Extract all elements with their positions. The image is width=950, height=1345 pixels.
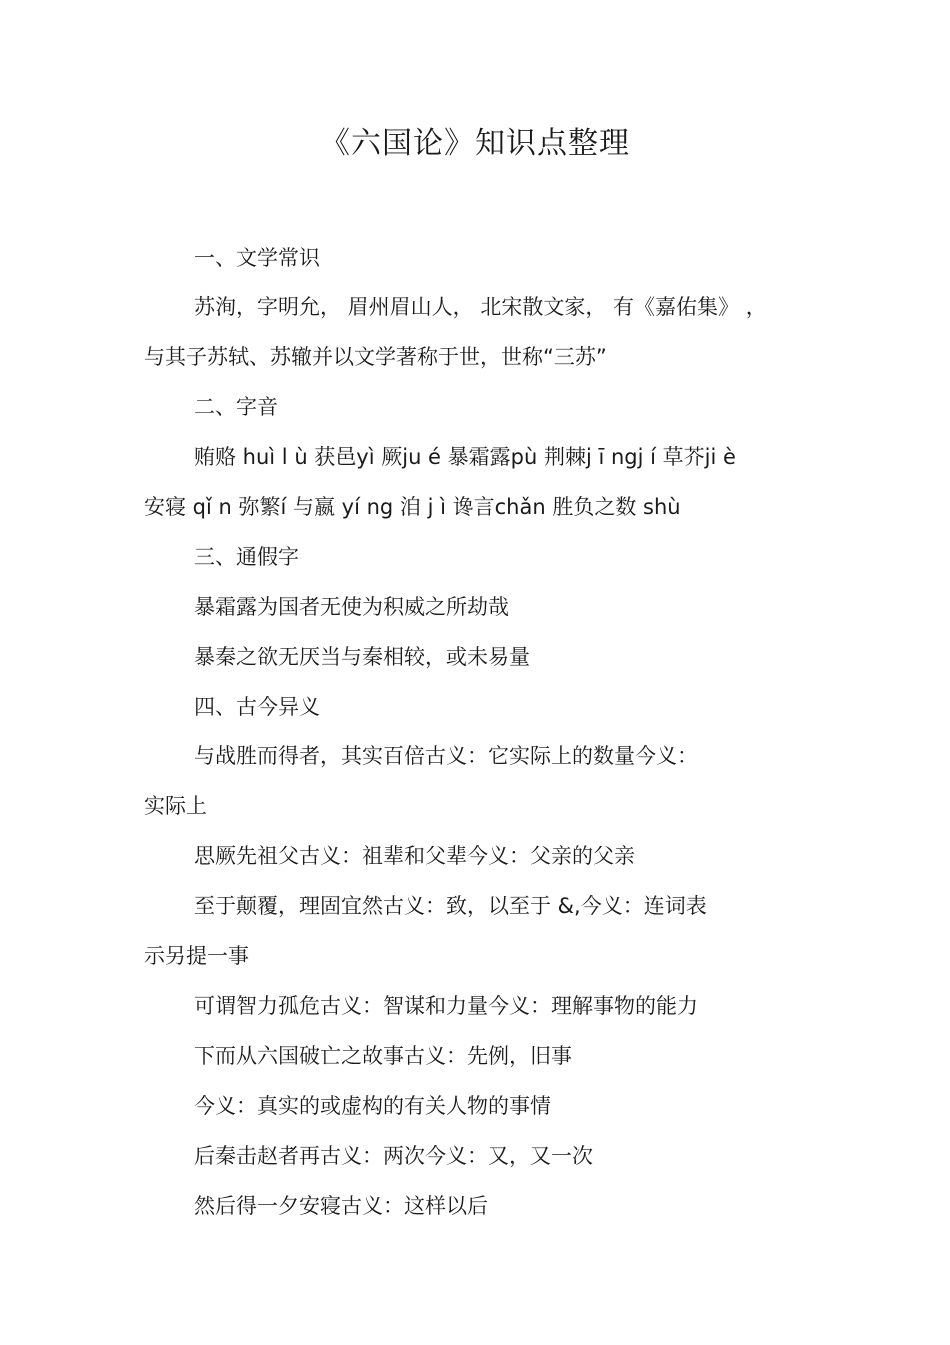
- paragraph-line: 思厥先祖父古义：祖辈和父辈今义：父亲的父亲: [194, 844, 635, 868]
- paragraph-line: 苏洵，字明允， 眉州眉山人， 北宋散文家， 有《嘉佑集》 ，: [194, 295, 767, 319]
- paragraph-line: 后秦击赵者再古义：两次今义：又，又一次: [194, 1144, 593, 1168]
- paragraph-line: 下而从六国破亡之故事古义：先例，旧事: [194, 1044, 572, 1068]
- paragraph-line: 可谓智力孤危古义：智谋和力量今义：理解事物的能力: [194, 994, 698, 1018]
- section-heading-interchangeable-characters: 三、通假字: [194, 545, 299, 569]
- section-heading-literature: 一、文学常识: [194, 246, 320, 270]
- section-heading-pronunciation: 二、字音: [194, 395, 278, 419]
- paragraph-line: 与战胜而得者，其实百倍古义：它实际上的数量今义：: [194, 744, 698, 768]
- paragraph-line: 安寝 qǐ n 弥繁í 与嬴 yí ng 洎 j ì 谗言chǎn 胜负之数 shù: [144, 495, 681, 519]
- paragraph-line: 暴秦之欲无厌当与秦相较，或未易量: [194, 645, 530, 669]
- paragraph-line: 暴霜露为国者无使为积威之所劫哉: [194, 595, 509, 619]
- paragraph-line: 贿赂 huì l ù 获邑yì 厥ju é 暴霜露pù 荆棘j ī ngj í 草芥ji è: [194, 445, 736, 469]
- section-heading-ancient-modern-meanings: 四、古今异义: [194, 695, 320, 719]
- document-title: 《六国论》知识点整理: [320, 126, 630, 161]
- paragraph-line: 示另提一事: [144, 944, 249, 968]
- paragraph-line: 与其子苏轼、苏辙并以文学著称于世，世称“三苏”: [144, 345, 607, 369]
- paragraph-line: 至于颠覆，理固宜然古义：致，以至于 &,今义：连词表: [194, 894, 707, 918]
- paragraph-line: 今义：真实的或虚构的有关人物的事情: [194, 1094, 551, 1118]
- paragraph-line: 实际上: [144, 794, 207, 818]
- paragraph-line: 然后得一夕安寝古义：这样以后: [194, 1194, 488, 1218]
